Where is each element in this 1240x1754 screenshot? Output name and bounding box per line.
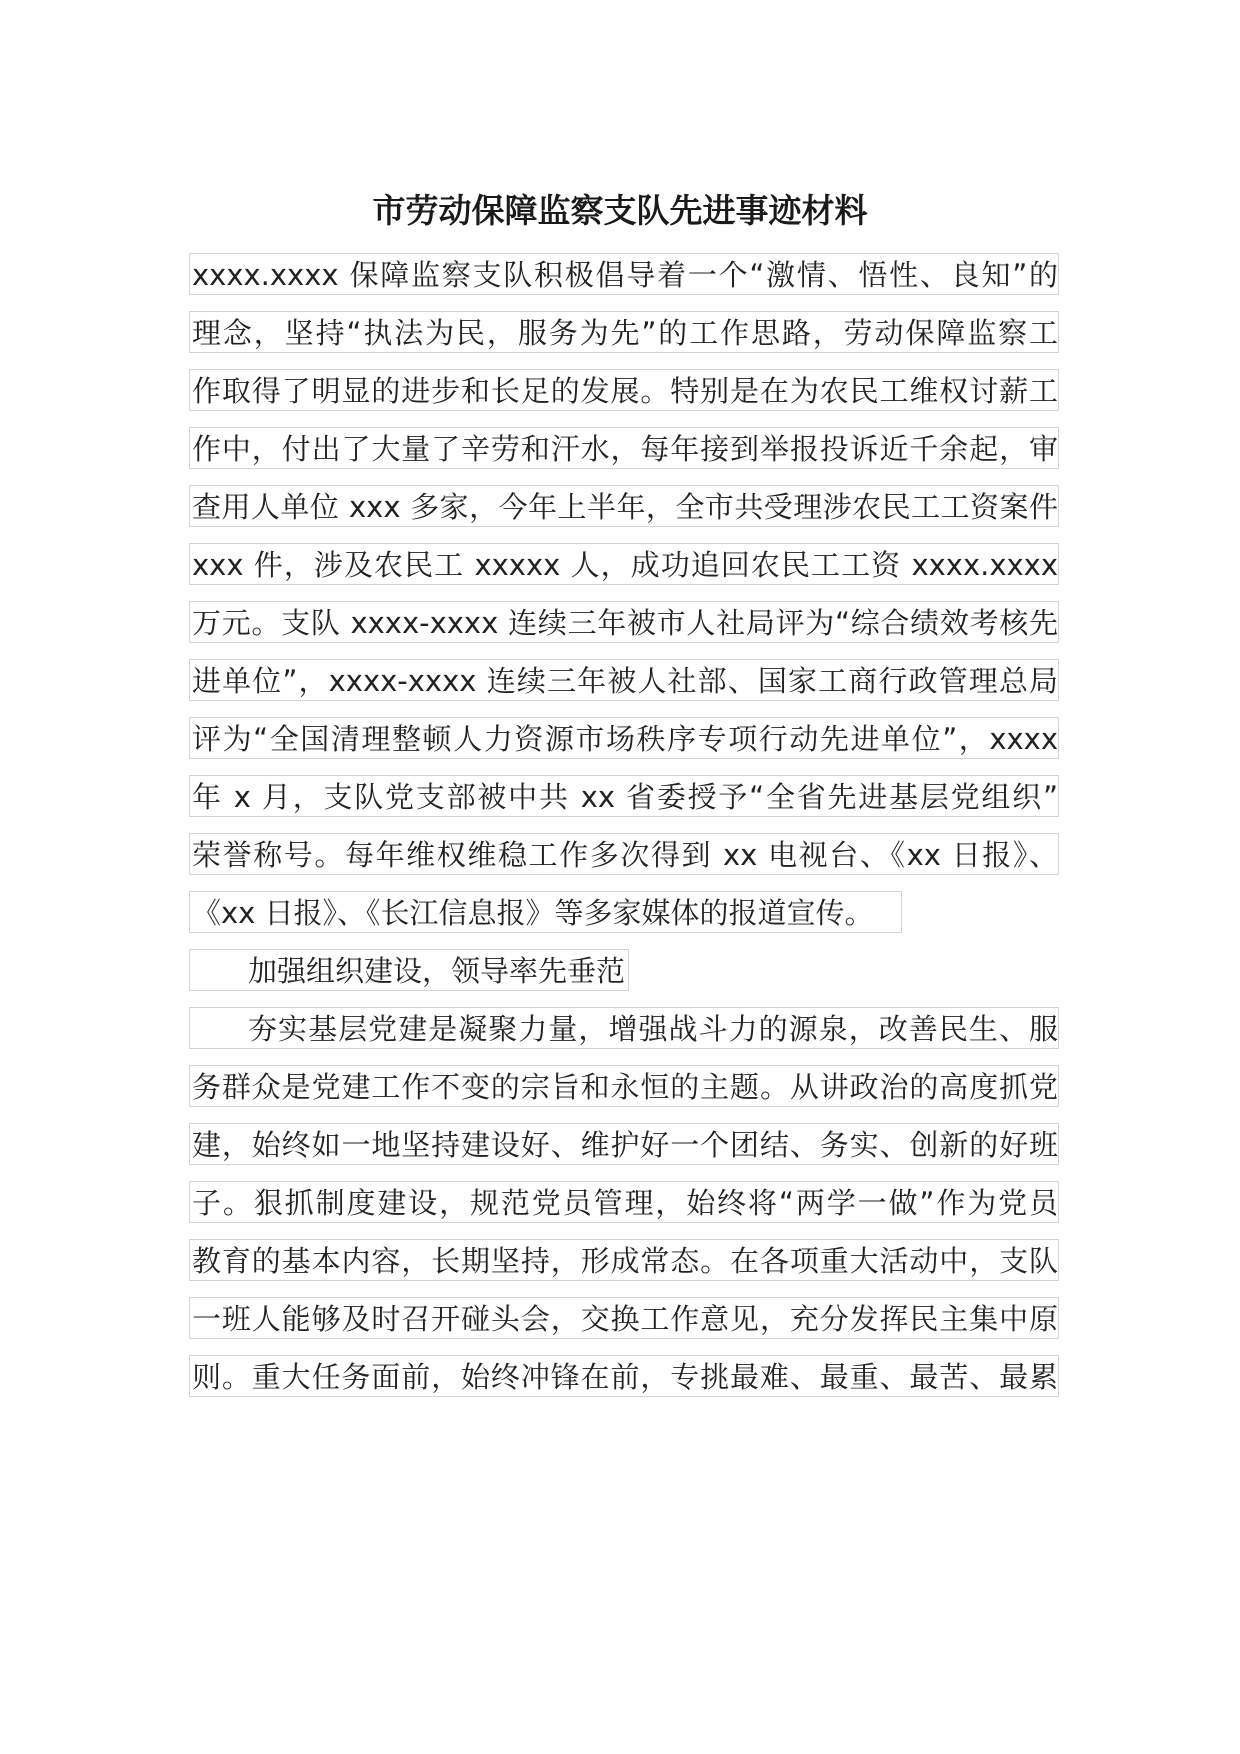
paragraph-line: 子。狠抓制度建设，规范党员管理，始终将“两学一做”作为党员 xyxy=(189,1181,1059,1223)
paragraph-line: 作取得了明显的进步和长足的发展。特别是在为农民工维权讨薪工 xyxy=(189,369,1059,411)
section-heading: 加强组织建设，领导率先垂范 xyxy=(189,949,629,991)
paragraph-line: xxx 件，涉及农民工 xxxxx 人，成功追回农民工工资 xxxx.xxxx xyxy=(189,543,1059,585)
paragraph-line: 进单位”，xxxx-xxxx 连续三年被人社部、国家工商行政管理总局 xyxy=(189,659,1059,701)
paragraph-line: 《xx 日报》、《长江信息报》等多家媒体的报道宣传。 xyxy=(189,891,902,933)
paragraph-line: 理念，坚持“执法为民，服务为先”的工作思路，劳动保障监察工 xyxy=(189,311,1059,353)
paragraph-line: 作中，付出了大量了辛劳和汗水，每年接到举报投诉近千余起，审 xyxy=(189,427,1059,469)
paragraph-line: 万元。支队 xxxx-xxxx 连续三年被市人社局评为“综合绩效考核先 xyxy=(189,601,1059,643)
document-title: 市劳动保障监察支队先进事迹材料 xyxy=(372,191,868,230)
paragraph-line: 评为“全国清理整顿人力资源市场秩序专项行动先进单位”，xxxx xyxy=(189,717,1059,759)
paragraph-line: 一班人能够及时召开碰头会，交换工作意见，充分发挥民主集中原 xyxy=(189,1297,1059,1339)
paragraph-line: 年 x 月，支队党支部被中共 xx 省委授予“全省先进基层党组织” xyxy=(189,775,1059,817)
paragraph-line: 建，始终如一地坚持建设好、维护好一个团结、务实、创新的好班 xyxy=(189,1123,1059,1165)
paragraph-line: 教育的基本内容，长期坚持，形成常态。在各项重大活动中，支队 xyxy=(189,1239,1059,1281)
paragraph-line: xxxx.xxxx 保障监察支队积极倡导着一个“激情、悟性、良知”的 xyxy=(189,253,1059,295)
paragraph-line: 查用人单位 xxx 多家，今年上半年，全市共受理涉农民工工资案件 xyxy=(189,485,1059,527)
paragraph-line: 则。重大任务面前，始终冲锋在前，专挑最难、最重、最苦、最累 xyxy=(189,1355,1059,1397)
paragraph-line: 务群众是党建工作不变的宗旨和永恒的主题。从讲政治的高度抓党 xyxy=(189,1065,1059,1107)
paragraph-line: 荣誉称号。每年维权维稳工作多次得到 xx 电视台、《xx 日报》、 xyxy=(189,833,1059,875)
paragraph-line: 夯实基层党建是凝聚力量，增强战斗力的源泉，改善民生、服 xyxy=(189,1007,1059,1049)
